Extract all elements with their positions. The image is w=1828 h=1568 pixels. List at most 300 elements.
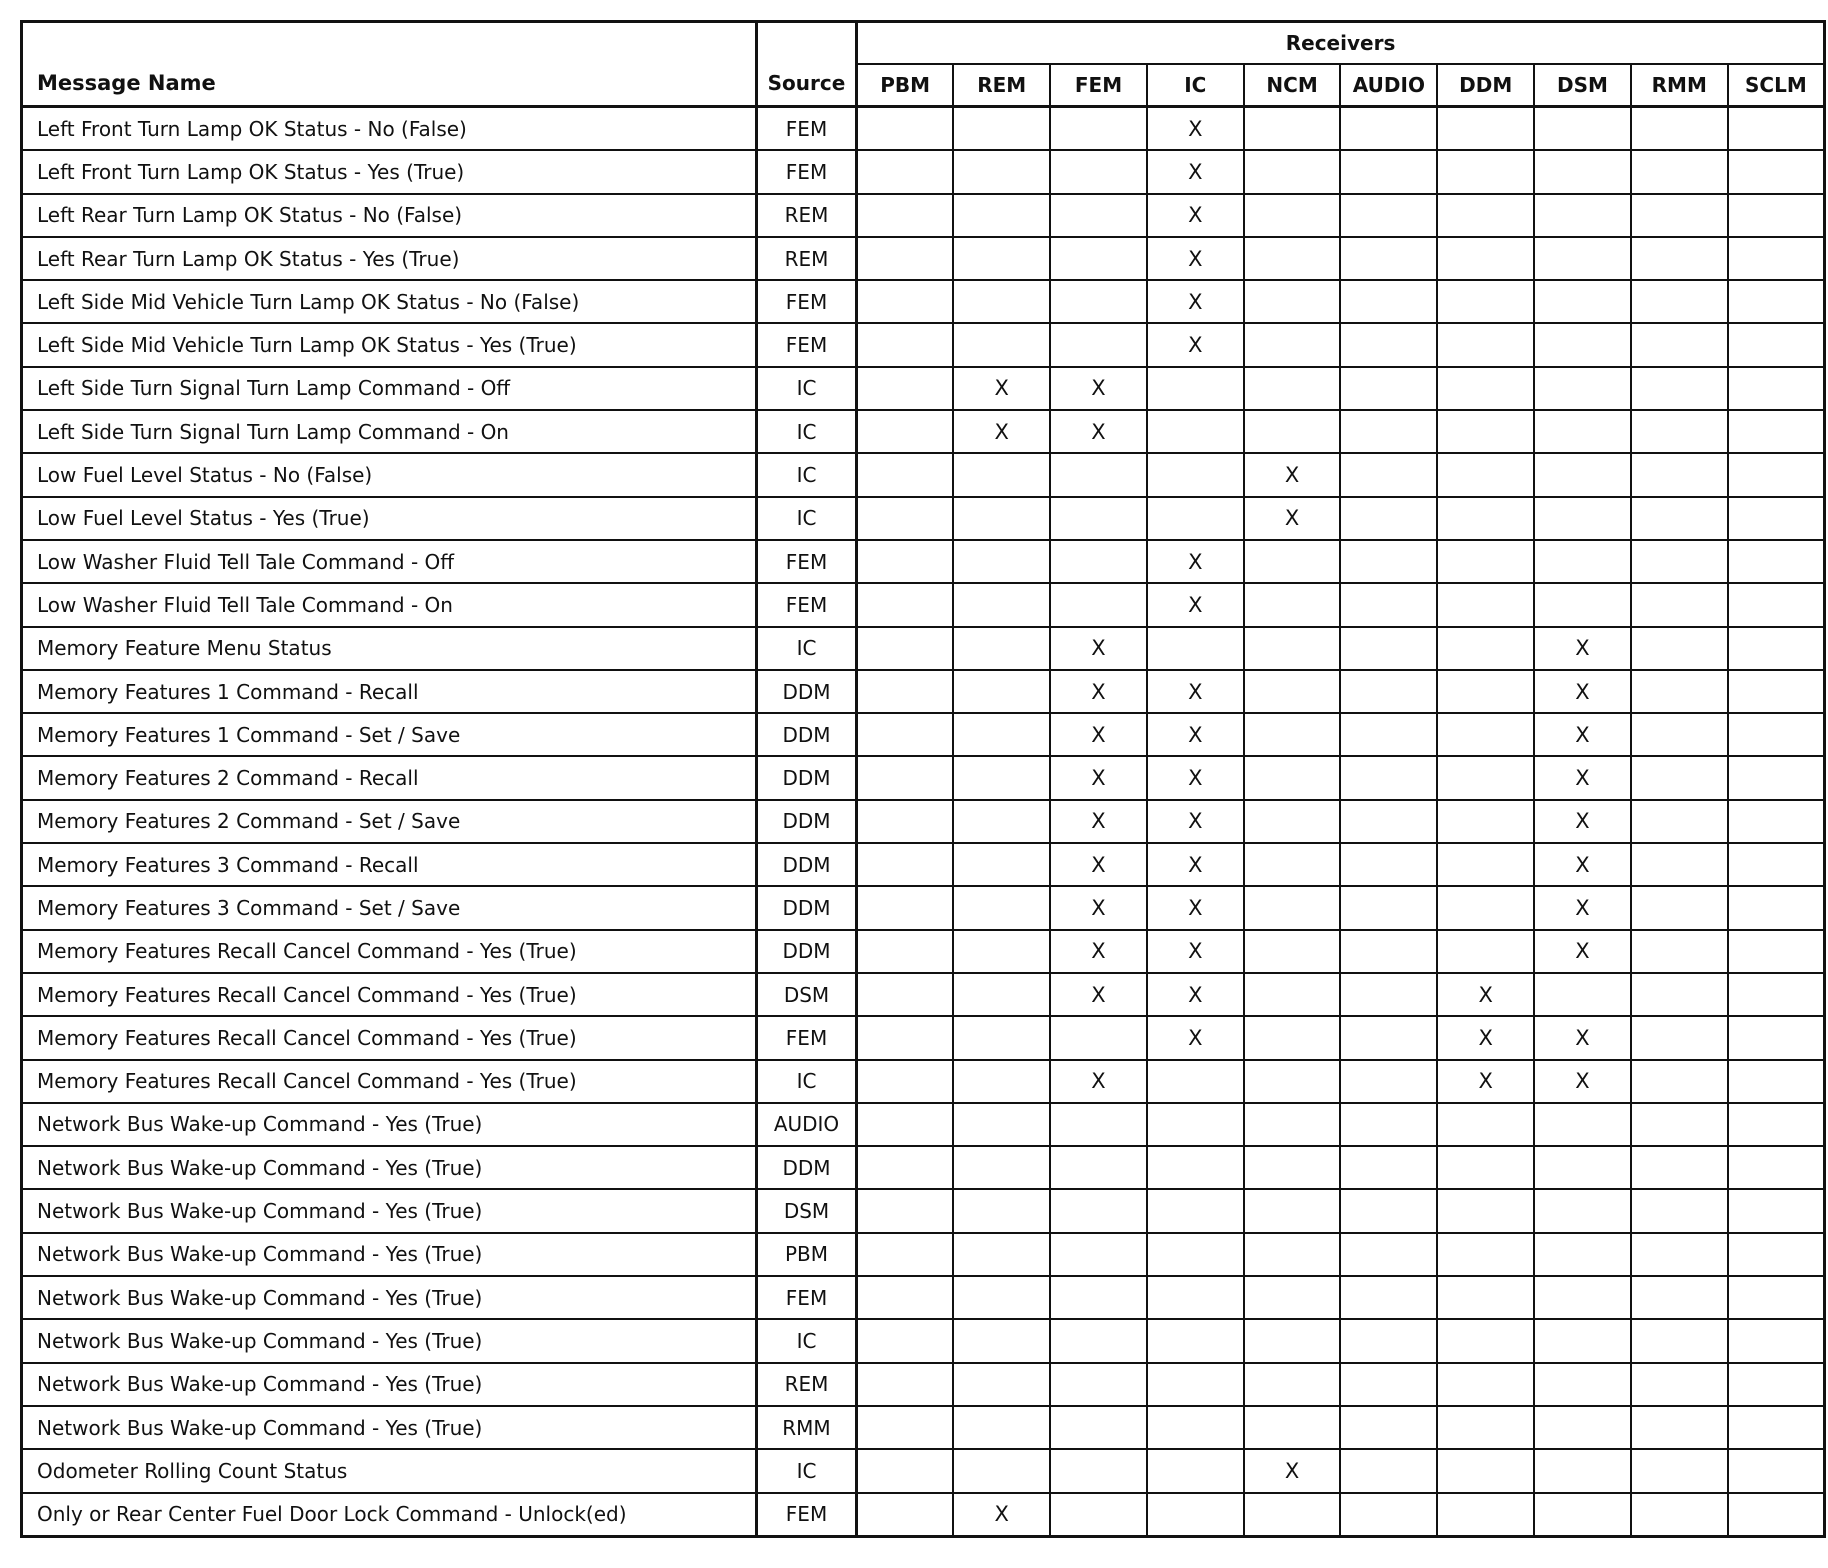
receiver-mark-dsm (1534, 410, 1631, 453)
receiver-mark-rem (953, 1060, 1050, 1103)
receiver-mark-ncm (1244, 843, 1341, 886)
receiver-mark-pbm (857, 930, 954, 973)
receiver-mark-fem: X (1050, 670, 1147, 713)
receiver-mark-rem (953, 540, 1050, 583)
table-row (22, 150, 1825, 193)
message-name-cell: Memory Features 3 Command - Set / Save (22, 886, 757, 929)
table-row (22, 1406, 1825, 1449)
receiver-mark-sclm (1728, 1449, 1825, 1492)
receiver-mark-rem (953, 1319, 1050, 1362)
receiver-mark-audio (1340, 713, 1437, 756)
receiver-mark-audio (1340, 1146, 1437, 1189)
receiver-mark-ddm (1437, 1319, 1534, 1362)
receiver-mark-pbm (857, 756, 954, 799)
receiver-mark-audio (1340, 497, 1437, 540)
receiver-mark-sclm (1728, 453, 1825, 496)
receiver-mark-ncm (1244, 973, 1341, 1016)
receiver-mark-rem (953, 583, 1050, 626)
source-cell: REM (757, 1363, 857, 1406)
receiver-mark-rmm (1631, 1103, 1728, 1146)
receiver-mark-rmm (1631, 930, 1728, 973)
table-row (22, 237, 1825, 280)
receiver-mark-ddm (1437, 800, 1534, 843)
receiver-mark-ncm (1244, 410, 1341, 453)
source-cell: DSM (757, 973, 857, 1016)
receiver-mark-ddm: X (1437, 973, 1534, 1016)
receiver-mark-sclm (1728, 670, 1825, 713)
receiver-mark-audio (1340, 756, 1437, 799)
source-cell: FEM (757, 107, 857, 151)
receiver-mark-pbm (857, 1276, 954, 1319)
message-name-cell: Network Bus Wake-up Command - Yes (True) (22, 1406, 757, 1449)
receiver-mark-audio (1340, 1103, 1437, 1146)
receiver-mark-rmm (1631, 1016, 1728, 1059)
receiver-mark-fem (1050, 540, 1147, 583)
receiver-mark-sclm (1728, 1103, 1825, 1146)
receiver-mark-ncm (1244, 930, 1341, 973)
receiver-mark-rem (953, 150, 1050, 193)
table-row (22, 1103, 1825, 1146)
receiver-mark-ncm (1244, 237, 1341, 280)
receiver-mark-audio (1340, 973, 1437, 1016)
receiver-mark-rem (953, 1449, 1050, 1492)
receiver-mark-pbm (857, 497, 954, 540)
receiver-mark-ic (1147, 1319, 1244, 1362)
table-row (22, 1189, 1825, 1232)
receiver-mark-rem (953, 627, 1050, 670)
receiver-mark-fem (1050, 1406, 1147, 1449)
header-receiver-ic: IC (1147, 64, 1244, 107)
receiver-mark-sclm (1728, 1276, 1825, 1319)
receiver-mark-rmm (1631, 886, 1728, 929)
receiver-mark-audio (1340, 1233, 1437, 1276)
header-receiver-ddm: DDM (1437, 64, 1534, 107)
source-cell: DDM (757, 800, 857, 843)
receiver-mark-ddm (1437, 1449, 1534, 1492)
header-receiver-pbm: PBM (857, 64, 954, 107)
message-name-cell: Memory Features 2 Command - Recall (22, 756, 757, 799)
source-cell: PBM (757, 1233, 857, 1276)
receiver-mark-pbm (857, 627, 954, 670)
receiver-mark-rem (953, 1363, 1050, 1406)
receiver-mark-audio (1340, 930, 1437, 973)
receiver-mark-rem (953, 1276, 1050, 1319)
receiver-mark-rmm (1631, 1276, 1728, 1319)
receiver-mark-fem (1050, 1449, 1147, 1492)
receiver-mark-rmm (1631, 1493, 1728, 1537)
receiver-mark-pbm (857, 237, 954, 280)
receiver-mark-dsm (1534, 453, 1631, 496)
receiver-mark-ddm (1437, 930, 1534, 973)
receiver-mark-sclm (1728, 1233, 1825, 1276)
receiver-mark-audio (1340, 237, 1437, 280)
table-row (22, 1363, 1825, 1406)
receiver-mark-dsm (1534, 1233, 1631, 1276)
receiver-mark-sclm (1728, 323, 1825, 366)
receiver-mark-ncm (1244, 1363, 1341, 1406)
source-cell: FEM (757, 323, 857, 366)
table-row (22, 194, 1825, 237)
receiver-mark-ddm (1437, 497, 1534, 540)
receiver-mark-rem (953, 323, 1050, 366)
message-name-cell: Memory Features Recall Cancel Command - Yes (True) (22, 973, 757, 1016)
receiver-mark-dsm (1534, 107, 1631, 151)
receiver-mark-sclm (1728, 1060, 1825, 1103)
receiver-mark-rem (953, 453, 1050, 496)
source-cell: IC (757, 1319, 857, 1362)
receiver-mark-ncm (1244, 107, 1341, 151)
receiver-mark-rmm (1631, 670, 1728, 713)
receiver-mark-fem: X (1050, 410, 1147, 453)
receiver-mark-dsm (1534, 540, 1631, 583)
receiver-mark-rem (953, 800, 1050, 843)
message-receivers-table (20, 20, 1826, 1538)
receiver-mark-fem (1050, 107, 1147, 151)
receiver-mark-fem (1050, 1276, 1147, 1319)
receiver-mark-pbm (857, 453, 954, 496)
receiver-mark-pbm (857, 1363, 954, 1406)
receiver-mark-ddm (1437, 1233, 1534, 1276)
receiver-mark-rem (953, 756, 1050, 799)
header-receiver-sclm: SCLM (1728, 64, 1825, 107)
receiver-mark-ic: X (1147, 670, 1244, 713)
receiver-mark-audio (1340, 1406, 1437, 1449)
receiver-mark-dsm (1534, 323, 1631, 366)
message-name-cell: Left Front Turn Lamp OK Status - No (False) (22, 107, 757, 151)
receiver-mark-ic (1147, 1103, 1244, 1146)
receiver-mark-sclm (1728, 194, 1825, 237)
receiver-mark-pbm (857, 280, 954, 323)
receiver-mark-audio (1340, 1449, 1437, 1492)
receiver-mark-audio (1340, 1016, 1437, 1059)
message-name-cell: Low Washer Fluid Tell Tale Command - On (22, 583, 757, 626)
message-name-cell: Left Rear Turn Lamp OK Status - No (False) (22, 194, 757, 237)
receiver-mark-dsm: X (1534, 886, 1631, 929)
receiver-mark-ncm (1244, 627, 1341, 670)
receiver-mark-ddm (1437, 1276, 1534, 1319)
source-cell: AUDIO (757, 1103, 857, 1146)
receiver-mark-ncm (1244, 1233, 1341, 1276)
receiver-mark-ic (1147, 410, 1244, 453)
receiver-mark-pbm (857, 150, 954, 193)
source-cell: DDM (757, 930, 857, 973)
receiver-mark-dsm (1534, 194, 1631, 237)
header-receiver-rem: REM (953, 64, 1050, 107)
receiver-mark-ic: X (1147, 756, 1244, 799)
message-name-cell: Memory Features 2 Command - Set / Save (22, 800, 757, 843)
message-name-cell: Left Front Turn Lamp OK Status - Yes (True) (22, 150, 757, 193)
receiver-mark-rmm (1631, 107, 1728, 151)
receiver-mark-ncm (1244, 1493, 1341, 1537)
receiver-mark-audio (1340, 583, 1437, 626)
source-cell: DSM (757, 1189, 857, 1232)
receiver-mark-rmm (1631, 843, 1728, 886)
receiver-mark-rmm (1631, 1406, 1728, 1449)
receiver-mark-pbm (857, 1060, 954, 1103)
receiver-mark-pbm (857, 1406, 954, 1449)
receiver-mark-pbm (857, 670, 954, 713)
receiver-mark-ncm (1244, 1103, 1341, 1146)
receiver-mark-sclm (1728, 627, 1825, 670)
message-name-cell: Memory Feature Menu Status (22, 627, 757, 670)
header-receiver-fem: FEM (1050, 64, 1147, 107)
table-row (22, 1233, 1825, 1276)
receiver-mark-rmm (1631, 756, 1728, 799)
source-cell: IC (757, 497, 857, 540)
receiver-mark-ic (1147, 1363, 1244, 1406)
receiver-mark-pbm (857, 1016, 954, 1059)
receiver-mark-ddm: X (1437, 1016, 1534, 1059)
receiver-mark-pbm (857, 1103, 954, 1146)
receiver-mark-dsm (1534, 583, 1631, 626)
message-name-cell: Network Bus Wake-up Command - Yes (True) (22, 1103, 757, 1146)
receiver-mark-sclm (1728, 280, 1825, 323)
receiver-mark-fem (1050, 323, 1147, 366)
receiver-mark-rmm (1631, 1189, 1728, 1232)
receiver-mark-dsm: X (1534, 627, 1631, 670)
source-cell: IC (757, 453, 857, 496)
receiver-mark-rem (953, 843, 1050, 886)
receiver-mark-ddm (1437, 1406, 1534, 1449)
receiver-mark-ddm (1437, 1189, 1534, 1232)
receiver-mark-ic: X (1147, 930, 1244, 973)
receiver-mark-dsm (1534, 1363, 1631, 1406)
message-name-cell: Memory Features Recall Cancel Command - Yes (True) (22, 930, 757, 973)
receiver-mark-ncm (1244, 540, 1341, 583)
receiver-mark-rem (953, 1233, 1050, 1276)
message-name-cell: Left Side Turn Signal Turn Lamp Command - On (22, 410, 757, 453)
receiver-mark-pbm (857, 973, 954, 1016)
message-name-cell: Network Bus Wake-up Command - Yes (True) (22, 1363, 757, 1406)
receiver-mark-fem (1050, 280, 1147, 323)
receiver-mark-ic: X (1147, 540, 1244, 583)
message-name-cell: Network Bus Wake-up Command - Yes (True) (22, 1189, 757, 1232)
table-body (22, 107, 1825, 1537)
source-cell: DDM (757, 886, 857, 929)
receiver-mark-audio (1340, 886, 1437, 929)
table-row (22, 367, 1825, 410)
receiver-mark-audio (1340, 627, 1437, 670)
receiver-mark-pbm (857, 713, 954, 756)
table-row (22, 800, 1825, 843)
receiver-mark-ddm (1437, 583, 1534, 626)
table-row (22, 453, 1825, 496)
receiver-mark-dsm (1534, 1493, 1631, 1537)
receiver-mark-ic (1147, 627, 1244, 670)
source-cell: FEM (757, 1276, 857, 1319)
receiver-mark-audio (1340, 800, 1437, 843)
receiver-mark-sclm (1728, 410, 1825, 453)
receiver-mark-ncm (1244, 1406, 1341, 1449)
receiver-mark-ddm (1437, 540, 1534, 583)
receiver-mark-fem (1050, 1189, 1147, 1232)
receiver-mark-rmm (1631, 237, 1728, 280)
receiver-mark-rem (953, 1103, 1050, 1146)
receiver-mark-ncm (1244, 1146, 1341, 1189)
receiver-mark-rem (953, 237, 1050, 280)
table-row (22, 540, 1825, 583)
receiver-mark-rem (953, 973, 1050, 1016)
source-cell: FEM (757, 1016, 857, 1059)
receiver-mark-ddm (1437, 237, 1534, 280)
receiver-mark-dsm: X (1534, 800, 1631, 843)
receiver-mark-ncm: X (1244, 497, 1341, 540)
receiver-mark-ic (1147, 1276, 1244, 1319)
table-row (22, 1449, 1825, 1492)
message-name-cell: Low Fuel Level Status - No (False) (22, 453, 757, 496)
receiver-mark-audio (1340, 150, 1437, 193)
receiver-mark-rem: X (953, 367, 1050, 410)
receiver-mark-ncm: X (1244, 1449, 1341, 1492)
receiver-mark-ncm (1244, 194, 1341, 237)
receiver-mark-ic: X (1147, 107, 1244, 151)
receiver-mark-dsm: X (1534, 756, 1631, 799)
source-cell: IC (757, 1449, 857, 1492)
receiver-mark-fem: X (1050, 713, 1147, 756)
receiver-mark-dsm (1534, 150, 1631, 193)
receiver-mark-sclm (1728, 1146, 1825, 1189)
receiver-mark-pbm (857, 843, 954, 886)
receiver-mark-rmm (1631, 627, 1728, 670)
receiver-mark-ddm (1437, 627, 1534, 670)
receiver-mark-audio (1340, 280, 1437, 323)
receiver-mark-ncm (1244, 367, 1341, 410)
receiver-mark-ic: X (1147, 150, 1244, 193)
receiver-mark-ic: X (1147, 713, 1244, 756)
receiver-mark-sclm (1728, 886, 1825, 929)
receiver-mark-sclm (1728, 930, 1825, 973)
table-row (22, 1276, 1825, 1319)
receiver-mark-ic: X (1147, 973, 1244, 1016)
receiver-mark-ddm (1437, 1103, 1534, 1146)
receiver-mark-audio (1340, 670, 1437, 713)
receiver-mark-rem (953, 1406, 1050, 1449)
table-row (22, 280, 1825, 323)
receiver-mark-ic (1147, 1060, 1244, 1103)
receiver-mark-sclm (1728, 1406, 1825, 1449)
source-cell: IC (757, 627, 857, 670)
receiver-mark-audio (1340, 1319, 1437, 1362)
receiver-mark-dsm (1534, 280, 1631, 323)
receiver-mark-rem (953, 497, 1050, 540)
receiver-mark-dsm: X (1534, 1060, 1631, 1103)
source-cell: IC (757, 1060, 857, 1103)
receiver-mark-ncm (1244, 670, 1341, 713)
table-row (22, 583, 1825, 626)
receiver-mark-audio (1340, 323, 1437, 366)
receiver-mark-fem: X (1050, 756, 1147, 799)
receiver-mark-rmm (1631, 367, 1728, 410)
receiver-mark-rmm (1631, 800, 1728, 843)
table-row (22, 886, 1825, 929)
receiver-mark-fem (1050, 194, 1147, 237)
receiver-mark-fem: X (1050, 627, 1147, 670)
receiver-mark-dsm: X (1534, 930, 1631, 973)
message-name-cell: Only or Rear Center Fuel Door Lock Command - Unlock(ed) (22, 1493, 757, 1537)
receiver-mark-fem (1050, 150, 1147, 193)
receiver-mark-fem: X (1050, 886, 1147, 929)
receiver-mark-audio (1340, 194, 1437, 237)
message-name-cell: Memory Features 1 Command - Set / Save (22, 713, 757, 756)
header-row-group (22, 22, 1825, 65)
receiver-mark-audio (1340, 1189, 1437, 1232)
receiver-mark-rem (953, 1146, 1050, 1189)
receiver-mark-ic (1147, 1493, 1244, 1537)
table-row (22, 497, 1825, 540)
receiver-mark-ncm (1244, 583, 1341, 626)
receiver-mark-ddm (1437, 713, 1534, 756)
receiver-mark-sclm (1728, 973, 1825, 1016)
receiver-mark-rem (953, 1016, 1050, 1059)
receiver-mark-dsm (1534, 1189, 1631, 1232)
header-receiver-audio: AUDIO (1340, 64, 1437, 107)
message-name-cell: Memory Features 3 Command - Recall (22, 843, 757, 886)
receiver-mark-rmm (1631, 713, 1728, 756)
receiver-mark-audio (1340, 540, 1437, 583)
table-row (22, 670, 1825, 713)
table-row (22, 107, 1825, 151)
receiver-mark-fem (1050, 583, 1147, 626)
receiver-mark-ic: X (1147, 237, 1244, 280)
receiver-mark-fem (1050, 1319, 1147, 1362)
receiver-mark-ddm (1437, 843, 1534, 886)
receiver-mark-audio (1340, 843, 1437, 886)
source-cell: DDM (757, 670, 857, 713)
message-name-cell: Left Side Mid Vehicle Turn Lamp OK Status - No (False) (22, 280, 757, 323)
source-cell: IC (757, 410, 857, 453)
receiver-mark-ncm (1244, 280, 1341, 323)
receiver-mark-ic (1147, 1449, 1244, 1492)
receiver-mark-ic (1147, 367, 1244, 410)
receiver-mark-rmm (1631, 323, 1728, 366)
receiver-mark-ic: X (1147, 583, 1244, 626)
receiver-mark-rmm (1631, 194, 1728, 237)
source-cell: RMM (757, 1406, 857, 1449)
header-receivers-group: Receivers (857, 22, 1825, 65)
receiver-mark-rem (953, 930, 1050, 973)
receiver-mark-dsm (1534, 1449, 1631, 1492)
receiver-mark-ncm: X (1244, 453, 1341, 496)
receiver-mark-ncm (1244, 756, 1341, 799)
receiver-mark-dsm (1534, 1146, 1631, 1189)
receiver-mark-pbm (857, 583, 954, 626)
receiver-mark-fem: X (1050, 843, 1147, 886)
receiver-mark-rem (953, 280, 1050, 323)
receiver-mark-ddm (1437, 886, 1534, 929)
receiver-mark-ddm (1437, 280, 1534, 323)
table-row (22, 756, 1825, 799)
receiver-mark-rmm (1631, 540, 1728, 583)
receiver-mark-ddm (1437, 1146, 1534, 1189)
receiver-mark-fem (1050, 453, 1147, 496)
receiver-mark-ddm (1437, 150, 1534, 193)
receiver-mark-rmm (1631, 453, 1728, 496)
receiver-mark-fem: X (1050, 973, 1147, 1016)
receiver-mark-ddm (1437, 1363, 1534, 1406)
receiver-mark-fem (1050, 1233, 1147, 1276)
receiver-mark-ddm (1437, 367, 1534, 410)
receiver-mark-dsm (1534, 1406, 1631, 1449)
table-row (22, 410, 1825, 453)
receiver-mark-dsm (1534, 497, 1631, 540)
receiver-mark-dsm (1534, 367, 1631, 410)
receiver-mark-audio (1340, 367, 1437, 410)
receiver-mark-rem: X (953, 410, 1050, 453)
receiver-mark-fem (1050, 1363, 1147, 1406)
source-cell: FEM (757, 1493, 857, 1537)
receiver-mark-rem (953, 107, 1050, 151)
receiver-mark-dsm: X (1534, 843, 1631, 886)
